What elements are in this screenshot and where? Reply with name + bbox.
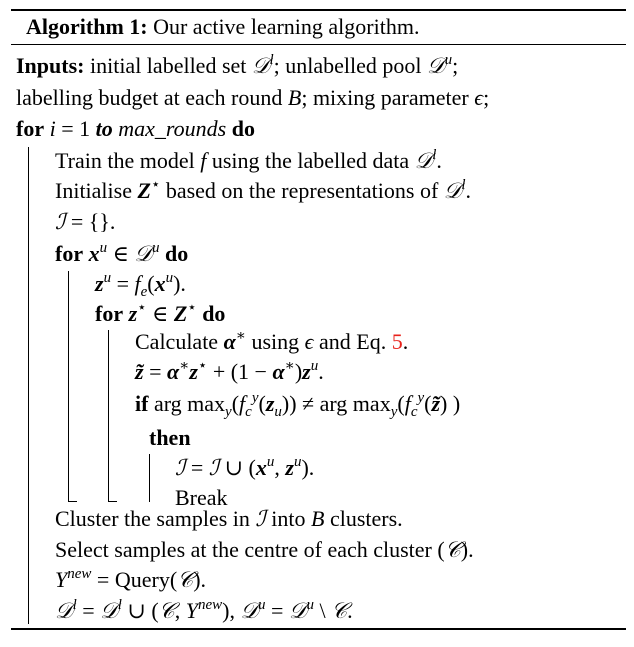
mix-line: z̃ = $\alpha^∗z^⋆ + (1 - \alpha^∗)z^u$. xyxy=(135,358,324,384)
inputs-text-c: labelling budget at each round xyxy=(16,85,283,110)
middle-loop-tick xyxy=(68,501,77,502)
select-line: Select samples at the centre of each cluster (𝒞). xyxy=(55,537,474,562)
calc-and-text: and Eq. xyxy=(319,329,387,354)
encode-line: $z^u = f_e(x^u)$. xyxy=(95,270,186,300)
outer-for-line: for i = 1 to max_rounds do xyxy=(16,116,255,141)
inputs-text-a: initial labelled set xyxy=(89,53,247,78)
cluster-into-text: into xyxy=(271,506,306,531)
middle-loop-bar xyxy=(68,271,69,502)
inner-loop-tick xyxy=(108,501,117,502)
bottom-rule xyxy=(11,628,626,630)
inner-for-line: for z⋆ ∈ Z⋆ do xyxy=(95,300,226,326)
to-keyword: to xyxy=(95,116,113,141)
calc-using-text: using xyxy=(251,329,300,354)
query-line: $Y^{new}$ = Query(𝒞). xyxy=(55,566,207,592)
algorithm-title: Our active learning algorithm. xyxy=(153,14,420,39)
inputs-line-1: Inputs: initial labelled set 𝒟$^l$; unlabelled pool 𝒟$^u$; xyxy=(16,52,459,78)
then-line xyxy=(149,425,191,451)
max-rounds: max_rounds xyxy=(118,116,227,141)
update-line: 𝒟$^l$ = 𝒟$^l$ ∪ (𝒞, $Y^{new}$), 𝒟$^u$ = 𝒟$^u$ \ 𝒞. xyxy=(55,597,353,623)
for-keyword: for xyxy=(16,116,45,141)
inner-loop-bar xyxy=(108,330,109,502)
if-keyword: if xyxy=(135,391,149,416)
inputs-line-2: labelling budget at each round B; mixing parameter ϵ; xyxy=(16,85,490,110)
top-rule xyxy=(11,9,626,11)
do-keyword-2: do xyxy=(164,241,189,266)
cluster-clusters-text: clusters. xyxy=(329,506,403,531)
train-using-text: using the labelled data xyxy=(211,148,410,173)
for-keyword-3: for xyxy=(95,301,124,326)
inputs-text-b: unlabelled pool xyxy=(285,53,422,78)
cluster-line: Cluster the samples in ℐ into B clusters. xyxy=(55,506,403,531)
calculate-line: Calculate α∗ using ϵ and Eq. 5. xyxy=(135,328,409,354)
do-keyword-3: do xyxy=(202,301,226,326)
initialise-line: Initialise Z⋆ based on the representations of 𝒟$^l$. xyxy=(55,177,472,203)
then-keyword: then xyxy=(149,425,191,450)
break-text: Break xyxy=(175,485,228,510)
set-init-line: ℐ = {}. xyxy=(55,209,116,234)
for-keyword-2: for xyxy=(55,241,84,266)
init-based-text: based on the representations of xyxy=(165,178,439,203)
outer-loop-bar xyxy=(28,147,29,624)
equation-reference-link[interactable]: 5 xyxy=(391,329,403,354)
do-keyword: do xyxy=(231,116,255,141)
union-line: ℐ = ℐ ∪ ($x^u$, $z^u$). xyxy=(175,454,315,480)
init-text: Initialise xyxy=(55,178,132,203)
if-line: if arg $\max_y(f_c^y(z_u))$ ≠ arg $\max_y(f_c^y(z̃)$ ) xyxy=(135,390,461,420)
cluster-text: Cluster the samples in xyxy=(55,506,250,531)
heading-rule xyxy=(11,44,626,45)
inputs-label: Inputs: xyxy=(16,53,85,78)
if-block-bar xyxy=(149,454,150,502)
train-text: Train the model xyxy=(55,148,195,173)
inputs-text-d: mixing parameter xyxy=(312,85,469,110)
middle-for-line: for $x^u$ ∈ 𝒟$^u$ do xyxy=(55,240,189,266)
train-line: Train the model f using the labelled data 𝒟$^l$. xyxy=(55,147,442,173)
algorithm-number: Algorithm 1: xyxy=(26,14,148,39)
select-text: Select samples at the centre of each cluster xyxy=(55,537,432,562)
query-text: Query xyxy=(114,567,170,592)
calc-text: Calculate xyxy=(135,329,219,354)
algorithm-heading xyxy=(26,14,419,40)
